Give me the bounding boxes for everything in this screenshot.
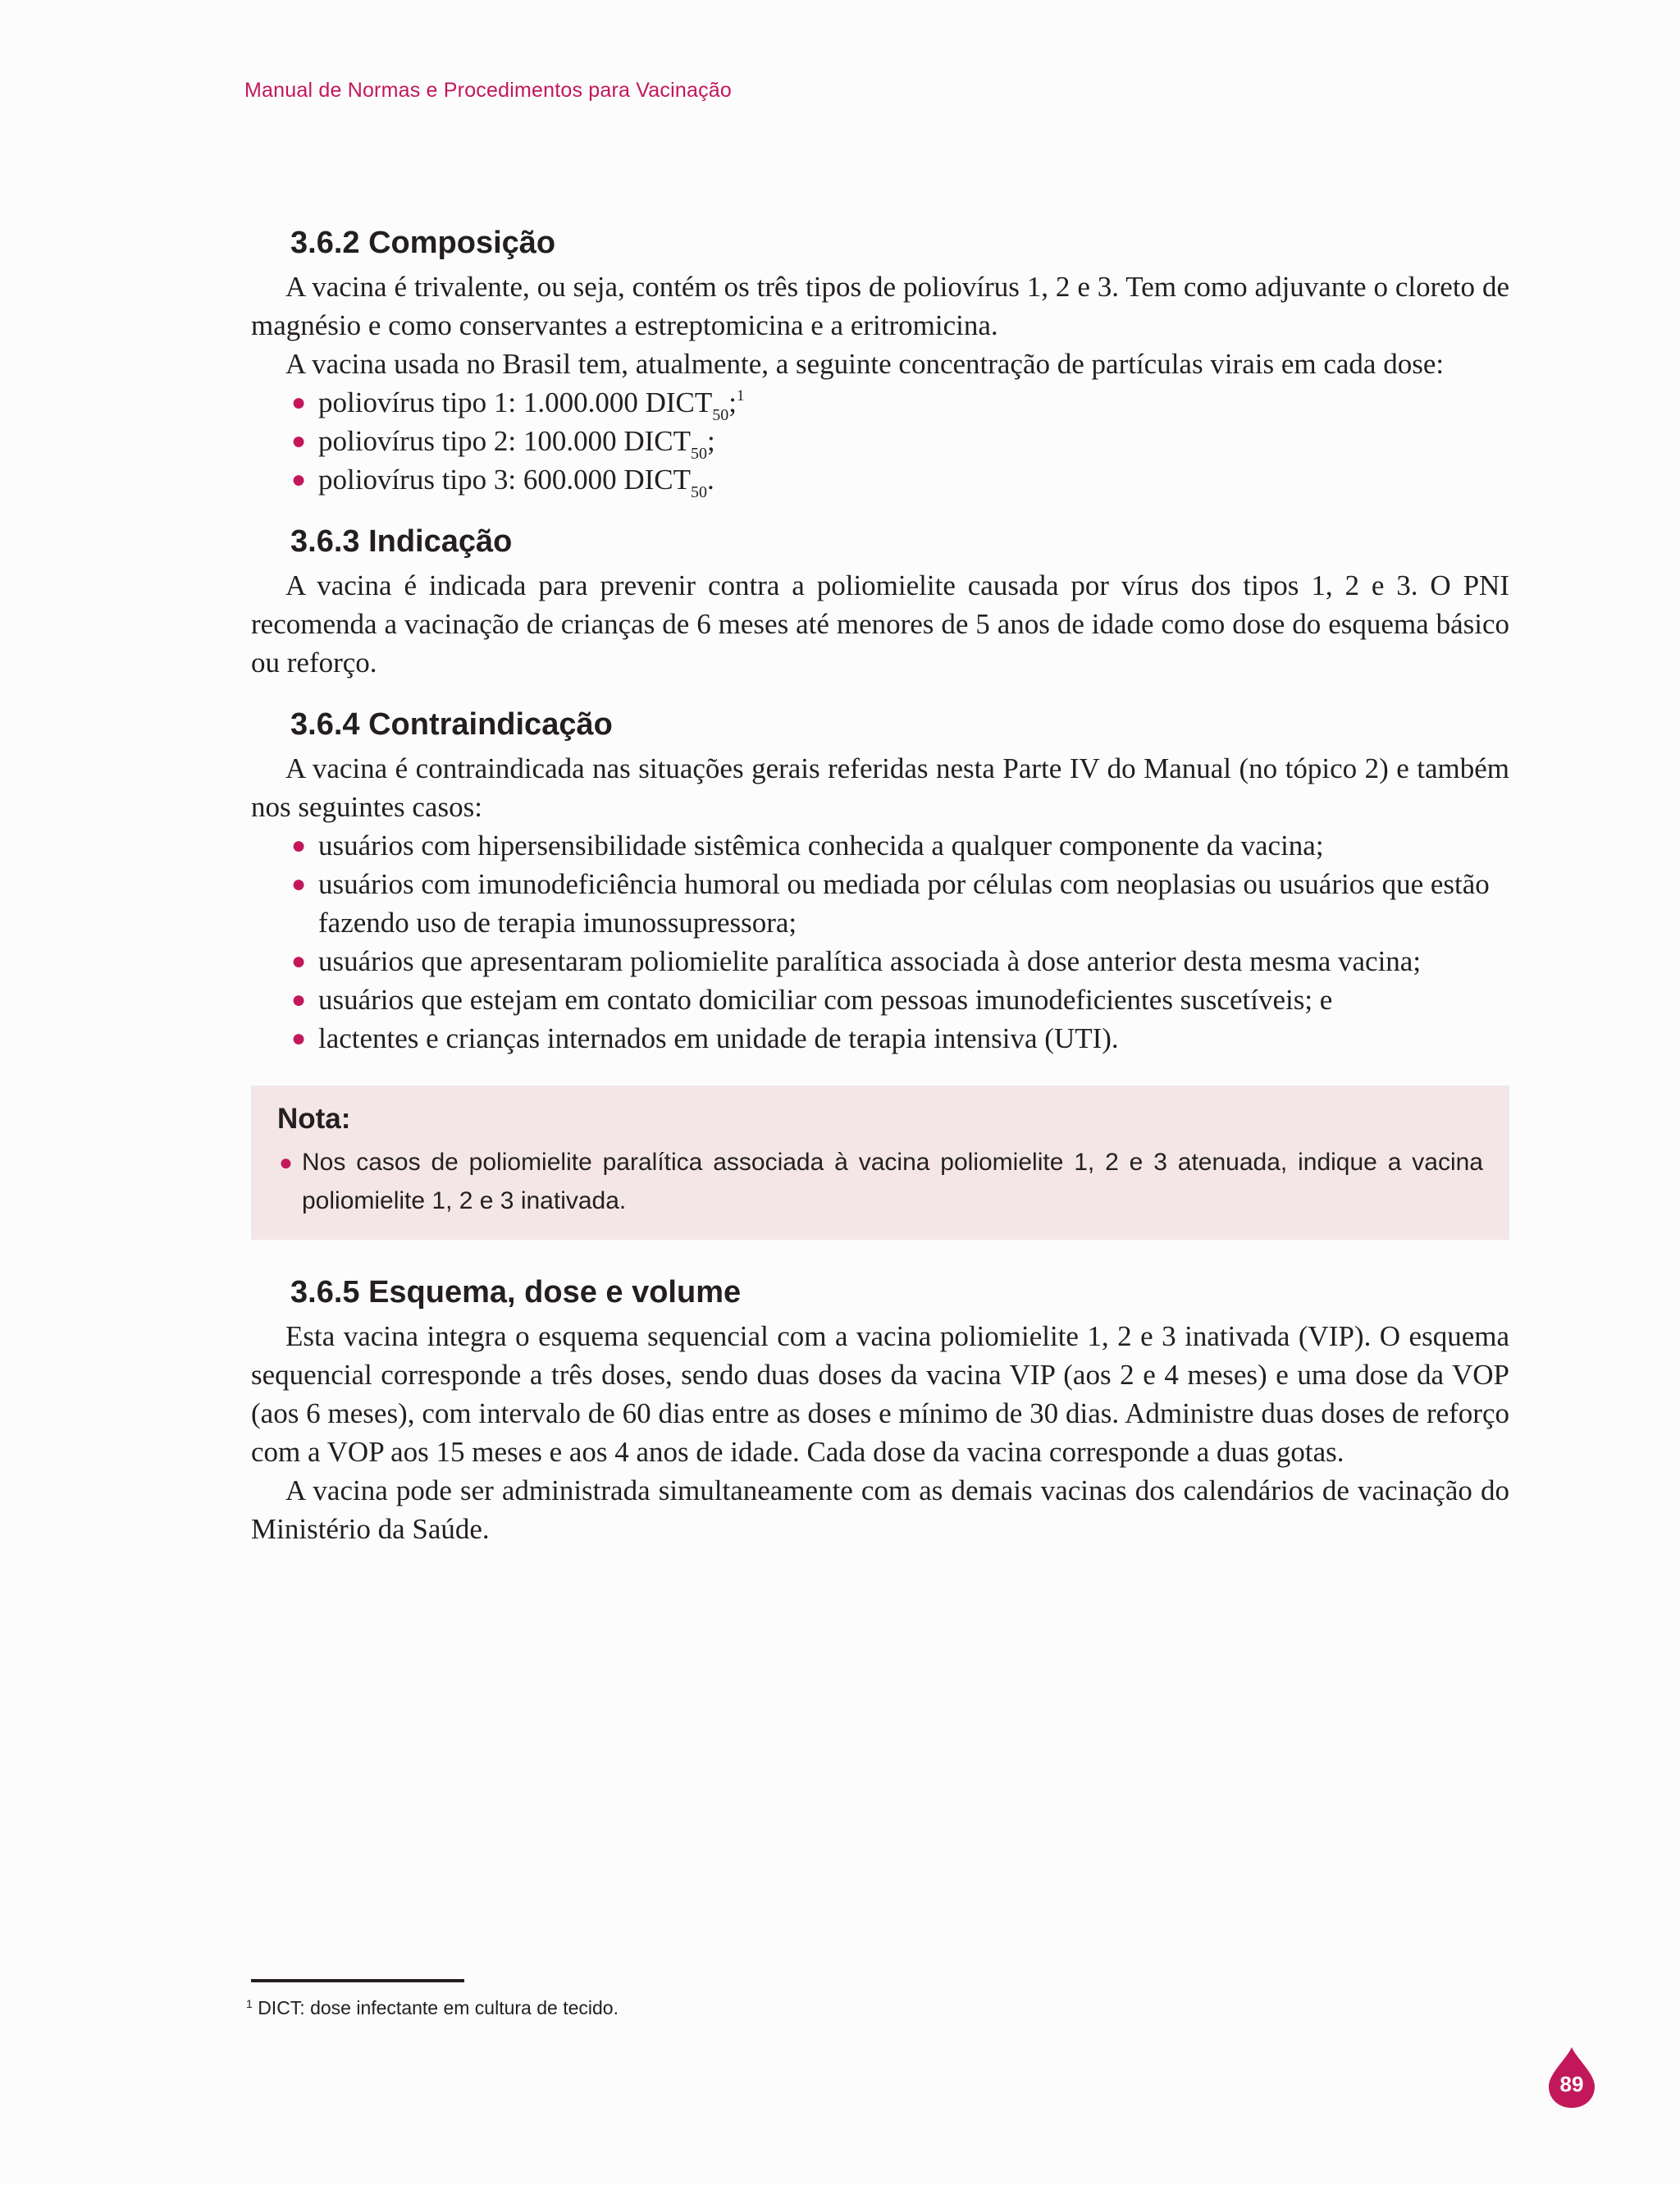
bullet-list (251, 383, 1509, 499)
list-item-tail: ; (728, 386, 737, 418)
note-item (279, 1143, 1483, 1220)
list-item (291, 826, 1509, 865)
section-heading: 3.6.2 Composição (290, 226, 556, 260)
section-contraindicacao (251, 703, 1509, 1058)
bullet-icon: ● (291, 832, 307, 859)
list-item (291, 981, 1509, 1019)
section-heading: 3.6.4 Contraindicação (290, 707, 613, 742)
bullet-icon: ● (291, 1025, 307, 1052)
paragraph: A vacina usada no Brasil tem, atualmente, a seguinte concentração de partículas virais em cada dose: (285, 348, 1445, 380)
note-list (277, 1143, 1483, 1220)
list-item-text: lactentes e crianças internados em unidade de terapia intensiva (UTI). (318, 1022, 1119, 1054)
paragraph: A vacina é indicada para prevenir contra a poliomielite causada por vírus dos tipos 1, 2 e 3. O PNI recomenda a vacinação de crianças de 6 meses até menores de 5 anos de idade como dose do esquema básico ou reforço. (251, 569, 1509, 679)
bullet-icon: ● (279, 1150, 293, 1175)
section-heading: 3.6.3 Indicação (290, 524, 513, 559)
note-item-text: Nos casos de poliomielite paralítica associada à vacina poliomielite 1, 2 e 3 atenuada, indique a vacina poliomielite 1, 2 e 3 inativada. (302, 1149, 1483, 1214)
list-item (291, 1019, 1509, 1058)
list-item (291, 942, 1509, 981)
running-header: Manual de Normas e Procedimentos para Vacinação (244, 79, 732, 102)
list-item-text: usuários com imunodeficiência humoral ou mediada por células com neoplasias ou usuários que estão fazendo uso de terapia imunossupressora; (318, 868, 1490, 939)
list-item-text: usuários que apresentaram poliomielite paralítica associada à dose anterior desta mesma vacina; (318, 945, 1422, 977)
bullet-icon: ● (291, 948, 307, 975)
bullet-icon: ● (291, 871, 307, 898)
list-item-text: usuários com hipersensibilidade sistêmica conhecida a qualquer componente da vacina; (318, 830, 1324, 862)
list-item (291, 383, 1509, 424)
paragraph: A vacina é trivalente, ou seja, contém os três tipos de poliovírus 1, 2 e 3. Tem como adjuvante o cloreto de magnésio e como conservantes a estreptomicina e a eritromicina. (251, 271, 1509, 341)
list-item (291, 865, 1509, 942)
list-item-tail: . (707, 464, 714, 496)
footnote-ref[interactable]: 1 (737, 387, 745, 405)
subscript: 50 (691, 483, 708, 501)
page-number: 89 (1559, 2072, 1584, 2096)
page-content (251, 222, 1509, 1570)
paragraph: Esta vacina integra o esquema sequencial com a vacina poliomielite 1, 2 e 3 inativada (VIP). O esquema sequencial corresponde a três doses, sendo duas doses da vacina VIP (aos 2 e 4 meses) e uma dose da VOP (aos 6 meses), com intervalo de 60 dias entre as doses e mínimo de 30 dias. Administre duas doses de reforço com a VOP aos 15 meses e aos 4 anos de idade. Cada dose da vacina corresponde a duas gotas. (251, 1320, 1509, 1468)
bullet-list (251, 826, 1509, 1058)
subscript: 50 (712, 406, 729, 424)
list-item-text: poliovírus tipo 2: 100.000 DICT (318, 425, 692, 457)
page-number-badge (1547, 2046, 1596, 2110)
section-composicao (251, 222, 1509, 499)
subscript: 50 (691, 445, 708, 463)
note-box (251, 1086, 1509, 1240)
list-item-text: usuários que estejam em contato domiciliar com pessoas imunodeficientes suscetíveis; e (318, 984, 1333, 1016)
list-item (291, 422, 1509, 463)
paragraph: A vacina é contraindicada nas situações gerais referidas nesta Parte IV do Manual (no tópico 2) e também nos seguintes casos: (251, 752, 1509, 823)
paragraph: A vacina pode ser administrada simultaneamente com as demais vacinas dos calendários de vacinação do Ministério da Saúde. (251, 1474, 1509, 1545)
list-item-tail: ; (707, 425, 715, 457)
note-title: Nota: (277, 1103, 351, 1135)
footnote-divider (251, 1979, 464, 1982)
list-item-text: poliovírus tipo 1: 1.000.000 DICT (318, 386, 713, 418)
list-item-text: poliovírus tipo 3: 600.000 DICT (318, 464, 692, 496)
footnote-text: DICT: dose infectante em cultura de tecido. (258, 1997, 619, 2018)
list-item (291, 460, 1509, 501)
bullet-icon: ● (291, 389, 307, 416)
section-heading: 3.6.5 Esquema, dose e volume (290, 1275, 742, 1310)
section-indicacao (251, 520, 1509, 682)
bullet-icon: ● (291, 466, 307, 493)
bullet-icon: ● (291, 427, 307, 455)
section-esquema (251, 1271, 1509, 1548)
footnote-marker: 1 (246, 1997, 253, 2010)
bullet-icon: ● (291, 986, 307, 1013)
footnote (246, 1997, 619, 2019)
